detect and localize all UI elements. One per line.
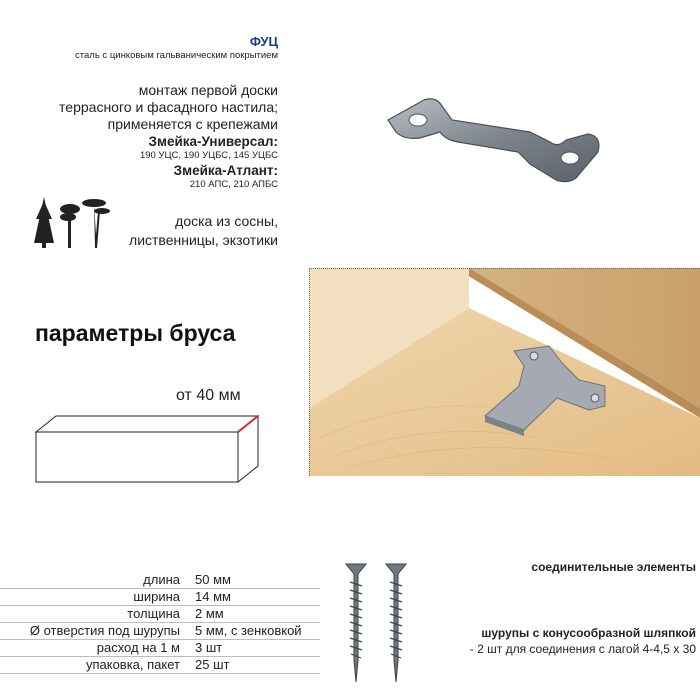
- spec-value: 5 мм, с зенковкой: [195, 623, 302, 638]
- wood-description: [100, 212, 278, 250]
- bracket-image: [380, 90, 610, 190]
- spec-value: 14 мм: [195, 589, 231, 604]
- screws-description: - 2 шт для соединения с лагой 4-4,5 х 30: [469, 642, 696, 656]
- larch-tree-icon: [60, 204, 80, 248]
- wood-line: доска из сосны,: [175, 213, 278, 229]
- trees-icon: [28, 195, 110, 250]
- wood-line: лиственницы, экзотики: [129, 232, 278, 248]
- system-name: Змейка-Атлант:: [173, 163, 278, 178]
- spec-row: [0, 572, 320, 589]
- spec-row: [0, 640, 320, 657]
- screws-image: [340, 560, 420, 685]
- spec-row: [0, 606, 320, 623]
- spec-row: [0, 623, 320, 640]
- product-subtitle: сталь с цинковым гальваническим покрытием: [75, 50, 278, 61]
- spec-value: 25 шт: [195, 657, 230, 672]
- photo-frame: [309, 268, 700, 476]
- connectors-title: соединительные элементы: [531, 560, 696, 574]
- beam-diagram: [30, 410, 270, 490]
- spec-row: [0, 589, 320, 606]
- screw-icon: [386, 564, 406, 682]
- spec-name: упаковка, пакет: [85, 657, 180, 672]
- screw-icon: [346, 564, 366, 682]
- product-title: ФУЦ: [249, 34, 278, 49]
- spec-value: 50 мм: [195, 572, 231, 587]
- spec-value: 2 мм: [195, 606, 224, 621]
- mounting-line: применяется с крепежами: [107, 116, 278, 132]
- mounting-line: террасного и фасадного настила;: [59, 99, 278, 115]
- pine-tree-icon: [34, 197, 54, 248]
- spec-name: длина: [143, 572, 180, 587]
- system-models: 210 АПС, 210 АПБС: [189, 179, 278, 190]
- specs-table: [0, 572, 320, 674]
- mounting-description: [20, 82, 278, 191]
- spec-name: Ø отверстия под шурупы: [29, 623, 180, 638]
- beam-size-label: от 40 мм: [176, 387, 241, 404]
- spec-row: [0, 657, 320, 674]
- screws-title: шурупы с конусообразной шляпкой: [481, 626, 696, 640]
- beam-params-title: параметры бруса: [35, 320, 236, 346]
- spec-name: расход на 1 м: [96, 640, 180, 655]
- system-models: 190 УЦС, 190 УЦБС, 145 УЦБС: [139, 150, 278, 161]
- spec-name: толщина: [127, 606, 180, 621]
- spec-name: ширина: [133, 589, 180, 604]
- spec-value: 3 шт: [195, 640, 223, 655]
- system-name: Змейка-Универсал:: [148, 134, 278, 149]
- mounting-line: монтаж первой доски: [138, 82, 278, 98]
